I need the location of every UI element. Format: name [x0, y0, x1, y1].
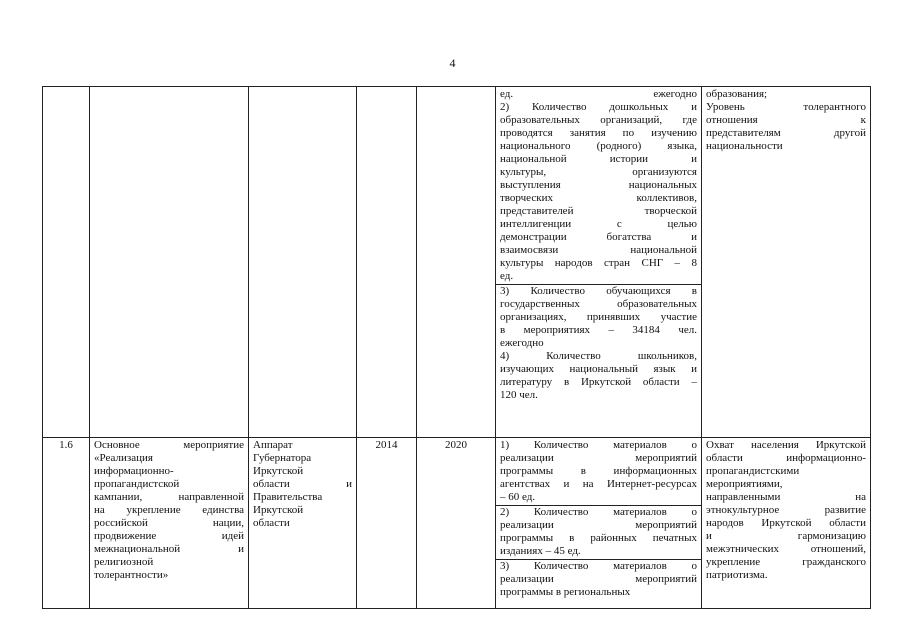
program-table	[42, 86, 871, 609]
text-line: пропагандистской	[94, 478, 180, 490]
table-row	[43, 87, 871, 438]
indicator-block	[496, 439, 701, 506]
text-line: межнациональной и	[94, 543, 244, 555]
result-lines	[706, 439, 866, 582]
indicator-block	[496, 560, 701, 600]
text-line: образования;	[706, 88, 768, 100]
text-line: области и	[253, 478, 352, 490]
result-lines	[706, 88, 866, 153]
text-line: продвижение идей	[94, 530, 244, 542]
text-line: кампании, направленной	[94, 491, 244, 503]
text-line: Основное мероприятие	[94, 439, 244, 451]
text-line: 3) Количество материалов о	[500, 560, 697, 572]
text-line: пропагандистскими	[706, 465, 800, 477]
indicator-block	[496, 506, 701, 560]
text-line: культуры народов стран СНГ – 8	[500, 257, 697, 269]
text-line: народов Иркутской области	[706, 517, 866, 529]
text-line: области информационно-	[706, 452, 866, 464]
text-line: ед.	[500, 270, 514, 282]
text-line: 2) Количество дошкольных и	[500, 101, 697, 113]
text-line: отношения к	[706, 114, 866, 126]
cell-indicators	[496, 87, 702, 438]
text-line: толерантности»	[94, 569, 169, 581]
text-line: Иркутской	[253, 504, 304, 516]
text-line: Уровень толерантного	[706, 101, 866, 113]
text-line: литературу в Иркутской области –	[500, 376, 697, 388]
text-line: укрепление гражданского	[706, 556, 866, 568]
text-line: в мероприятиях – 34184 чел.	[500, 324, 697, 336]
text-line: и гармонизацию	[706, 530, 866, 542]
text-line: мероприятиями,	[706, 478, 783, 490]
text-line: организациях, принявших участие	[500, 311, 697, 323]
text-line: «Реализация	[94, 452, 153, 464]
text-line: ежегодно	[500, 337, 544, 349]
text-line: программы в информационных	[500, 465, 697, 477]
text-line: агентствах и на Интернет-ресурсах	[500, 478, 697, 490]
text-line: реализации мероприятий	[500, 452, 697, 464]
cell-end-year	[417, 87, 496, 438]
indicator-segments	[500, 88, 697, 403]
text-line: 2) Количество материалов о	[500, 506, 697, 518]
text-line: представителей творческой	[500, 205, 697, 217]
text-line: представителям другой	[706, 127, 866, 139]
text-line: национального (родного) языка,	[500, 140, 697, 152]
text-line: ед. ежегодно	[500, 88, 697, 100]
text-line: программы в районных печатных	[500, 532, 697, 544]
cell-executor	[249, 438, 357, 609]
cell-number	[43, 87, 90, 438]
cell-result	[702, 438, 871, 609]
text-line: Правительства	[253, 491, 323, 503]
text-line: реализации мероприятий	[500, 519, 697, 531]
text-line: информационно-	[94, 465, 174, 477]
text-line: этнокультурное развитие	[706, 504, 866, 516]
text-line: 1) Количество материалов о	[500, 439, 697, 451]
text-line: на укрепление единства	[94, 504, 244, 516]
cell-start-year	[357, 87, 417, 438]
text-line: 4) Количество школьников,	[500, 350, 697, 362]
page-number: 4	[449, 56, 456, 70]
text-line: изданиях – 45 ед.	[500, 545, 581, 557]
text-line: области	[253, 517, 290, 529]
text-line: интеллигенции с целью	[500, 218, 697, 230]
cell-start-year: 2014	[357, 438, 417, 609]
text-line: демонстрации богатства и	[500, 231, 697, 243]
indicator-segments	[500, 439, 697, 600]
text-line: взаимосвязи национальной	[500, 244, 697, 256]
text-line: выступления национальных	[500, 179, 697, 191]
table-row	[43, 438, 871, 609]
event-lines	[94, 439, 244, 582]
indicator-block	[496, 285, 701, 403]
executor-lines	[253, 439, 352, 530]
text-line: направленными на	[706, 491, 866, 503]
text-line: – 60 ед.	[500, 491, 536, 503]
text-line: Губернатора	[253, 452, 312, 464]
text-line: Иркутской	[253, 465, 304, 477]
text-line: Охват населения Иркутской	[706, 439, 866, 451]
indicator-block	[496, 88, 701, 285]
text-line: межэтнических отношений,	[706, 543, 866, 555]
text-line: культуры, организуются	[500, 166, 697, 178]
text-line: патриотизма.	[706, 569, 768, 581]
cell-executor	[249, 87, 357, 438]
text-line: творческих коллективов,	[500, 192, 697, 204]
text-line: национальности	[706, 140, 783, 152]
text-line: государственных образовательных	[500, 298, 697, 310]
cell-event	[90, 438, 249, 609]
cell-result	[702, 87, 871, 438]
text-line: проводятся занятия по изучению	[500, 127, 697, 139]
text-line: национальной истории и	[500, 153, 697, 165]
text-line: изучающих национальный язык и	[500, 363, 697, 375]
text-line: религиозной	[94, 556, 154, 568]
text-line: 3) Количество обучающихся в	[500, 285, 697, 297]
text-line: 120 чел.	[500, 389, 538, 401]
text-line: российской нации,	[94, 517, 244, 529]
text-line: образовательных организаций, где	[500, 114, 697, 126]
text-line: программы в региональных	[500, 586, 631, 598]
cell-end-year: 2020	[417, 438, 496, 609]
cell-number: 1.6	[43, 438, 90, 609]
text-line: реализации мероприятий	[500, 573, 697, 585]
text-line: Аппарат	[253, 439, 293, 451]
cell-indicators	[496, 438, 702, 609]
cell-event	[90, 87, 249, 438]
